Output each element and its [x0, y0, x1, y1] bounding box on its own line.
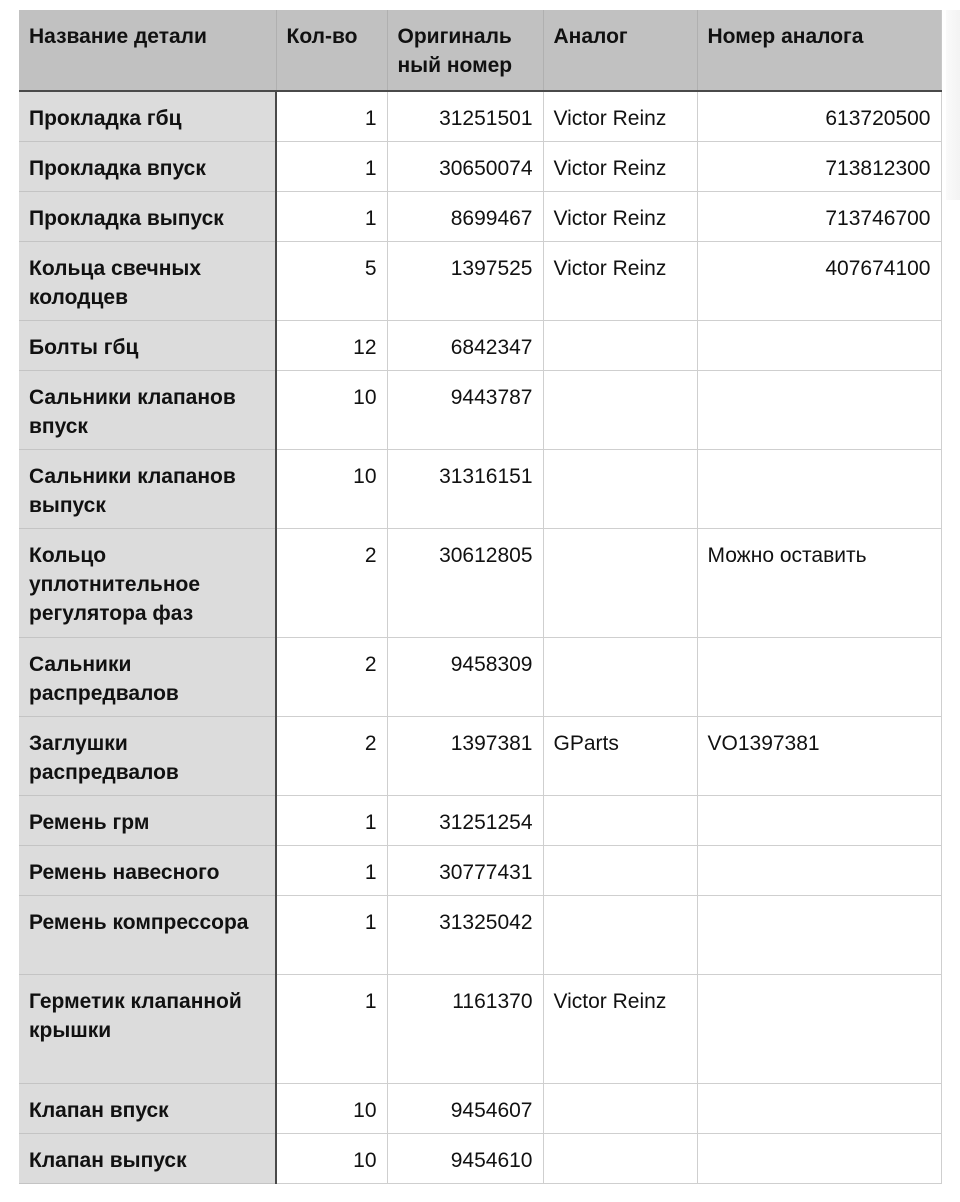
quantity-cell[interactable]: 10	[276, 450, 387, 529]
header-original-number[interactable]: Оригиналь ный номер	[387, 10, 543, 91]
analog-cell[interactable]: Victor Reinz	[543, 975, 697, 1084]
part-name-cell[interactable]: Прокладка впуск	[19, 142, 276, 192]
analog-number-cell[interactable]	[697, 846, 941, 896]
analog-cell[interactable]	[543, 450, 697, 529]
table-row	[19, 242, 941, 321]
analog-number-cell[interactable]	[697, 371, 941, 450]
analog-number-cell[interactable]	[697, 450, 941, 529]
original-number-cell[interactable]: 9454607	[387, 1084, 543, 1134]
analog-number-cell[interactable]	[697, 975, 941, 1084]
table-body	[19, 91, 941, 1184]
part-name-cell[interactable]: Сальники клапанов выпуск	[19, 450, 276, 529]
analog-number-cell[interactable]: Можно оставить	[697, 529, 941, 638]
table-row	[19, 192, 941, 242]
analog-cell[interactable]	[543, 321, 697, 371]
quantity-cell[interactable]: 1	[276, 846, 387, 896]
table-row	[19, 1084, 941, 1134]
original-number-cell[interactable]: 30777431	[387, 846, 543, 896]
analog-cell[interactable]	[543, 896, 697, 975]
analog-cell[interactable]	[543, 1084, 697, 1134]
header-part-name[interactable]: Название детали	[19, 10, 276, 91]
part-name-cell[interactable]: Ремень грм	[19, 796, 276, 846]
analog-number-cell[interactable]	[697, 1084, 941, 1134]
part-name-cell[interactable]: Герметик клапанной крышки	[19, 975, 276, 1084]
quantity-cell[interactable]: 1	[276, 91, 387, 142]
original-number-cell[interactable]: 1397381	[387, 717, 543, 796]
original-number-cell[interactable]: 9458309	[387, 638, 543, 717]
header-quantity[interactable]: Кол-во	[276, 10, 387, 91]
quantity-cell[interactable]: 10	[276, 1084, 387, 1134]
analog-number-cell[interactable]	[697, 638, 941, 717]
analog-number-cell[interactable]: 713746700	[697, 192, 941, 242]
part-name-cell[interactable]: Кольца свечных колодцев	[19, 242, 276, 321]
analog-number-cell[interactable]: VO1397381	[697, 717, 941, 796]
original-number-cell[interactable]: 31251501	[387, 91, 543, 142]
table-row	[19, 450, 941, 529]
table-row	[19, 1134, 941, 1184]
original-number-cell[interactable]: 9454610	[387, 1134, 543, 1184]
quantity-cell[interactable]: 1	[276, 896, 387, 975]
analog-cell[interactable]	[543, 638, 697, 717]
analog-number-cell[interactable]	[697, 896, 941, 975]
analog-cell[interactable]	[543, 529, 697, 638]
part-name-cell[interactable]: Сальники распредвалов	[19, 638, 276, 717]
table-row	[19, 896, 941, 975]
quantity-cell[interactable]: 10	[276, 1134, 387, 1184]
table-row	[19, 717, 941, 796]
original-number-cell[interactable]: 8699467	[387, 192, 543, 242]
analog-number-cell[interactable]	[697, 1134, 941, 1184]
original-number-cell[interactable]: 1161370	[387, 975, 543, 1084]
table-row	[19, 371, 941, 450]
original-number-cell[interactable]: 1397525	[387, 242, 543, 321]
original-number-cell[interactable]: 31325042	[387, 896, 543, 975]
original-number-cell[interactable]: 6842347	[387, 321, 543, 371]
part-name-cell[interactable]: Клапан впуск	[19, 1084, 276, 1134]
table-row	[19, 142, 941, 192]
page-edge-shade	[946, 10, 960, 200]
analog-cell[interactable]: GParts	[543, 717, 697, 796]
quantity-cell[interactable]: 1	[276, 796, 387, 846]
quantity-cell[interactable]: 12	[276, 321, 387, 371]
part-name-cell[interactable]: Болты гбц	[19, 321, 276, 371]
quantity-cell[interactable]: 1	[276, 192, 387, 242]
part-name-cell[interactable]: Кольцо уплотнительное регулятора фаз	[19, 529, 276, 638]
analog-number-cell[interactable]	[697, 796, 941, 846]
table-row	[19, 91, 941, 142]
part-name-cell[interactable]: Прокладка выпуск	[19, 192, 276, 242]
analog-cell[interactable]: Victor Reinz	[543, 192, 697, 242]
original-number-cell[interactable]: 30612805	[387, 529, 543, 638]
table-row	[19, 638, 941, 717]
table-row	[19, 529, 941, 638]
part-name-cell[interactable]: Прокладка гбц	[19, 91, 276, 142]
analog-number-cell[interactable]: 613720500	[697, 91, 941, 142]
part-name-cell[interactable]: Заглушки распредвалов	[19, 717, 276, 796]
table-row	[19, 796, 941, 846]
quantity-cell[interactable]: 1	[276, 142, 387, 192]
header-analog[interactable]: Аналог	[543, 10, 697, 91]
analog-cell[interactable]	[543, 1134, 697, 1184]
part-name-cell[interactable]: Ремень компрессора	[19, 896, 276, 975]
part-name-cell[interactable]: Ремень навесного	[19, 846, 276, 896]
original-number-cell[interactable]: 31316151	[387, 450, 543, 529]
analog-cell[interactable]: Victor Reinz	[543, 242, 697, 321]
quantity-cell[interactable]: 5	[276, 242, 387, 321]
quantity-cell[interactable]: 2	[276, 529, 387, 638]
analog-cell[interactable]	[543, 796, 697, 846]
part-name-cell[interactable]: Сальники клапанов впуск	[19, 371, 276, 450]
original-number-cell[interactable]: 9443787	[387, 371, 543, 450]
quantity-cell[interactable]: 2	[276, 717, 387, 796]
analog-number-cell[interactable]: 713812300	[697, 142, 941, 192]
table-row	[19, 846, 941, 896]
quantity-cell[interactable]: 1	[276, 975, 387, 1084]
parts-table	[19, 10, 942, 1184]
analog-cell[interactable]: Victor Reinz	[543, 142, 697, 192]
analog-number-cell[interactable]: 407674100	[697, 242, 941, 321]
header-row	[19, 10, 941, 91]
quantity-cell[interactable]: 2	[276, 638, 387, 717]
original-number-cell[interactable]: 30650074	[387, 142, 543, 192]
analog-cell[interactable]	[543, 371, 697, 450]
table-row	[19, 975, 941, 1084]
original-number-cell[interactable]: 31251254	[387, 796, 543, 846]
analog-cell[interactable]	[543, 846, 697, 896]
part-name-cell[interactable]: Клапан выпуск	[19, 1134, 276, 1184]
header-analog-number[interactable]: Номер аналога	[697, 10, 941, 91]
analog-number-cell[interactable]	[697, 321, 941, 371]
analog-cell[interactable]: Victor Reinz	[543, 91, 697, 142]
quantity-cell[interactable]: 10	[276, 371, 387, 450]
table-row	[19, 321, 941, 371]
